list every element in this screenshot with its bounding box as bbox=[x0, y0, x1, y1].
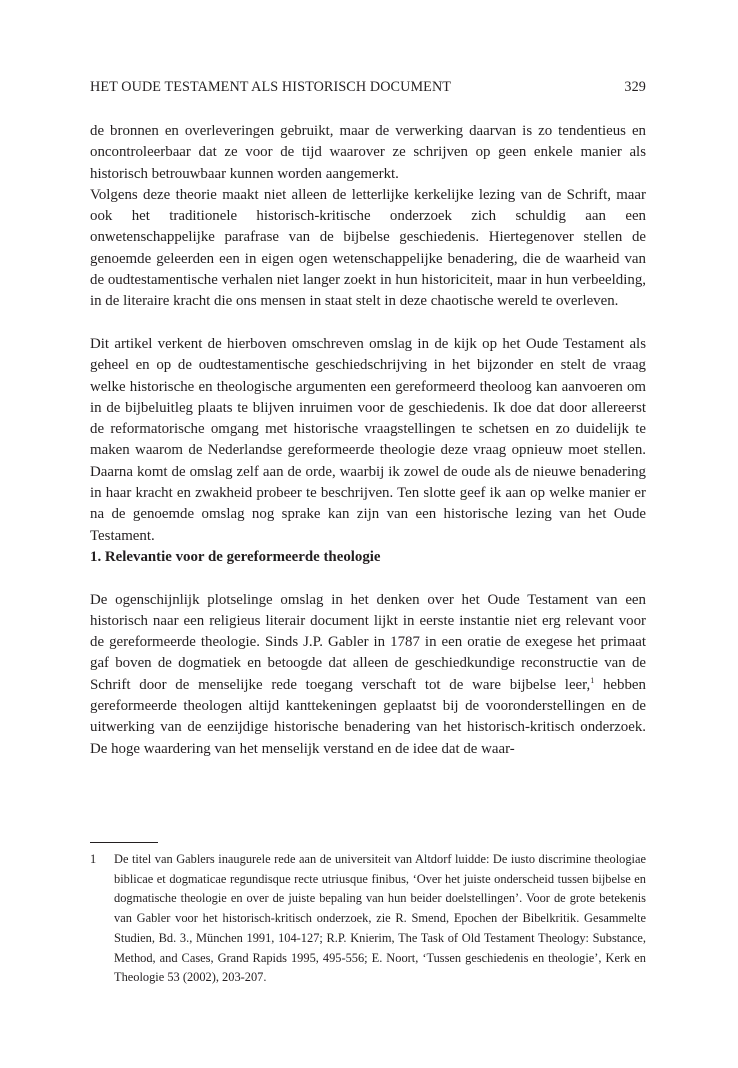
paragraph-theory: Volgens deze theorie maakt niet alleen de letterlijke kerkelijke lezing van de Schrift, maar ook het traditionele historisch-kritische onderzoek zich schuldig aan een onwetenschappelijke parafrase van de bijbelse geschiedenis. Hiertegenover stellen de genoemde geleerden een in eigen ogen wetenschappelijke benadering, die de waarheid van de oudtestamentische verhalen niet langer zoekt in hun historiciteit, maar in hun verbeelding, in de literaire kracht die ons mensen in staat stelt in deze chaotische wereld te overleven. bbox=[90, 186, 646, 310]
paragraph-continuation: de bronnen en overleveringen gebruikt, maar de verwerking daarvan is zo tendentieus en oncontroleerbaar dat ze voor de tijd waarover ze schrijven op geen enkele manier als historisch betrouwbaar kunnen worden aangemerkt. bbox=[90, 123, 646, 182]
document-page bbox=[90, 0, 646, 1068]
footnote bbox=[90, 850, 646, 988]
section-heading: 1. Relevantie voor de gereformeerde theologie bbox=[90, 548, 381, 565]
paragraph-article-intro: Dit artikel verkent de hierboven omschreven omslag in de kijk op het Oude Testament als geheel en op de oudtestamentische geschiedschrijving in het bijzonder en stelt de vraag welke historische en theologische argumenten een gereformeerd theoloog kan aanvoeren om in de bijbeluitleg plaats te blijven inruimen voor de geschiedenis. Ik doe dat door allereerst de reformatorische omgang met historische vraagstellingen te schetsen en zo duidelijk te maken waarom de Nederlandse gereformeerde theologie deze vraag opnieuw moet stellen. Daarna komt de omslag zelf aan de orde, waarbij ik zowel de oude als de nieuwe benadering in haar kracht en zwakheid probeer te beschrijven. Ten slotte geef ik aan op welke manier er na de genoemde omslag nog sprake kan zijn van een historische lezing van het Oude Testament. bbox=[90, 335, 646, 544]
paragraph-relevance-part1: De ogenschijnlijk plotselinge omslag in het denken over het Oude Testament van een historisch naar een religieus literair document lijkt in eerste instantie niet erg relevant voor de gereformeerde theologie. Sinds J.P. Gabler in 1787 in een oratie de exegese het primaat gaf boven de dogmatiek en betoogde dat alleen de geschiedkundige reconstructie van de Schrift door de menselijke rede toegang verschaft tot de ware bijbelse leer, bbox=[90, 591, 646, 693]
page-number: 329 bbox=[624, 79, 646, 95]
body-text bbox=[90, 121, 646, 760]
running-head-title: HET OUDE TESTAMENT ALS HISTORISCH DOCUMENT bbox=[90, 79, 452, 95]
footnote-number: 1 bbox=[90, 852, 97, 866]
paragraph-relevance-part2: hebben gereformeerde theologen altijd kanttekeningen geplaatst bij de vooronderstellingen en de uitwerking van de eenzijdige historische benadering van het historisch-kritisch onderzoek. De hoge waardering van het menselijk verstand en de idee dat de waar- bbox=[90, 676, 646, 757]
footnote-reference[interactable]: 1 bbox=[590, 675, 595, 685]
footnote-divider bbox=[90, 842, 158, 843]
running-head bbox=[90, 79, 646, 99]
footnote-text: De titel van Gablers inaugurele rede aan de universiteit van Altdorf luidde: De iusto discrimine theologiae biblicae et dogmaticae regundisque recte utriusque finibus, ‘Over het juiste onderscheid tussen bijbelse en dogmatische theologie en over de juiste bepaling van hun beider doelstellingen’. Voor de grote betekenis van Gabler voor het historisch-kritisch onderzoek, zie R. Smend, Epochen der Bibelkritik. Gesammelte Studien, Bd. 3., München 1991, 104-127; R.P. Knierim, The Task of Old Testament Theology: Substance, Method, and Cases, Grand Rapids 1995, 495-556; E. Noort, ‘Tussen geschiedenis en theologie’, Kerk en Theologie 53 (2002), 203-207. bbox=[114, 852, 646, 985]
paragraph-relevance bbox=[90, 590, 646, 760]
